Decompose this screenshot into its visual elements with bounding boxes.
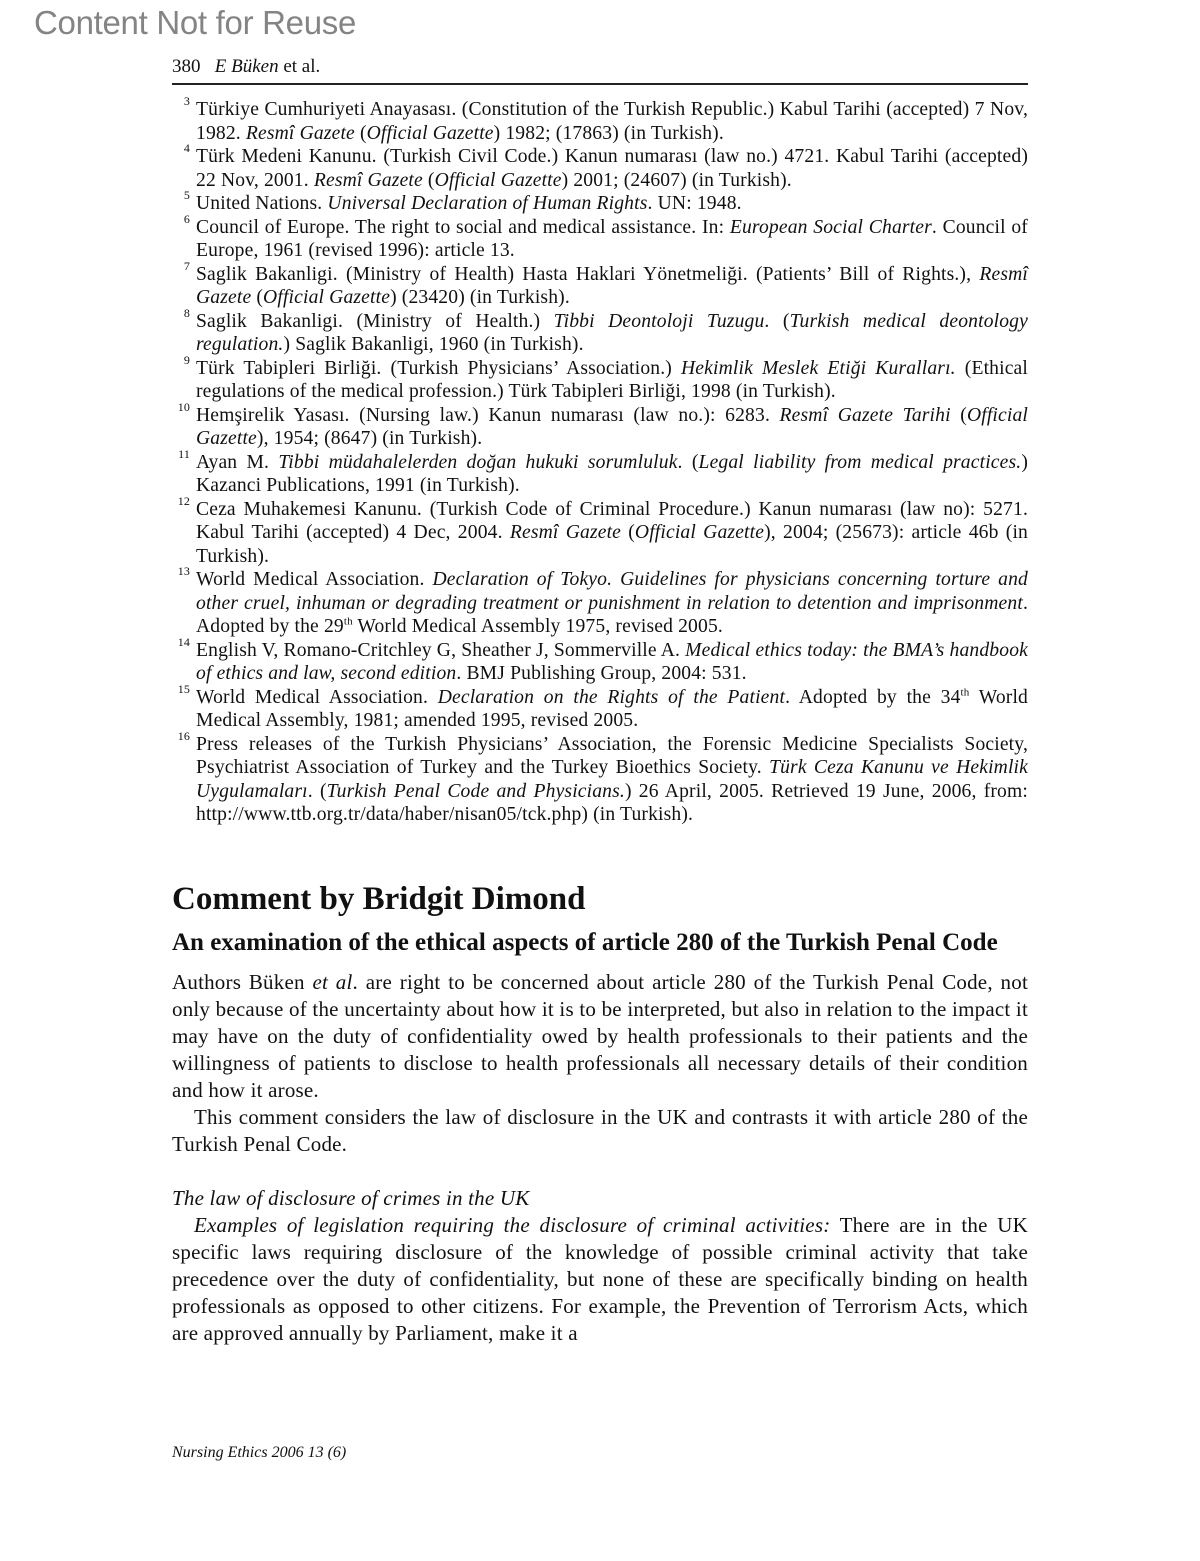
italic-text: Official Gazette: [634, 522, 765, 543]
text: Türk Tabipleri Birliği. (Turkish Physicians’ Association.): [196, 357, 681, 379]
text: English V, Romano-Critchley G, Sheather J, Sommerville A.: [196, 639, 686, 661]
text: ) 26 April, 2005. Retrieved 19 June, 2006, from: http://www.ttb.org.tr/data/haber/nisan05/tck.php) (in Turkish).: [196, 780, 1028, 825]
running-head: [172, 56, 320, 78]
reference-number: 15: [177, 681, 190, 696]
text: Press releases of the Turkish Physicians’ Association, the Forensic Medicine Specialists Society, Psychiatrist Association of Turkey and the Turkey Bioethics Society.: [196, 733, 1028, 778]
text: Türk Medeni Kanunu. (Turkish Civil Code.) Kanun numarası (law no.) 4721. Kabul Tarihi (accepted) 22 Nov, 2001.: [196, 146, 1028, 191]
text: (: [354, 122, 367, 144]
reference-number: 8: [183, 305, 190, 320]
superscript: th: [343, 615, 353, 628]
italic-text: Tibbi Deontoloji Tuzugu: [553, 310, 765, 332]
italic-text: Official Gazette: [434, 169, 562, 191]
reference-item: [172, 211, 1028, 263]
italic-text: et al: [312, 969, 353, 994]
reference-number: 4: [183, 141, 190, 155]
text: World Medical Association.: [196, 686, 438, 708]
text: ) 1982; (17863) (in Turkish).: [493, 122, 724, 144]
text: World Medical Assembly 1975, revised 2005.: [352, 616, 723, 637]
watermark: Content Not for Reuse: [34, 4, 357, 41]
italic-text: Resmî Gazete Tarihi: [779, 404, 951, 426]
text: This comment considers the law of disclosure in the UK and contrasts it with article 280 of the Turkish Penal Code.: [172, 1104, 1028, 1156]
italic-text: Universal Declaration of Human Rights: [327, 193, 648, 214]
reference-number: 11: [178, 446, 190, 461]
italic-text: Turkish medical deontology regulation.: [196, 310, 1028, 355]
reference-item: [172, 681, 1028, 733]
text: (: [621, 522, 635, 543]
comment-body: [172, 969, 1028, 1347]
reference-item: [172, 564, 1028, 639]
text: ) Kazanci Publications, 1991 (in Turkish).: [196, 451, 1028, 496]
italic-text: Declaration of Tokyo. Guidelines for physicians concerning torture and other cruel, inhuman or degrading treatment or punishment in relation to detention and imprisonment: [196, 569, 1028, 614]
italic-text: Tibbi müdahalelerden doğan hukuki sorumluluk: [278, 451, 678, 473]
text: World Medical Association.: [196, 569, 433, 590]
text: . UN: 1948.: [647, 193, 742, 214]
reference-item: [172, 94, 1028, 145]
text: United Nations.: [196, 193, 328, 214]
paragraph: [172, 1104, 1028, 1158]
reference-number: 14: [177, 634, 190, 649]
text: (: [251, 287, 264, 308]
text: Saglik Bakanligi. (Ministry of Health) Hasta Haklari Yönetmeliği. (Patients’ Bill of Rights.),: [196, 263, 980, 285]
italic-text: Official Gazette: [366, 122, 494, 144]
text: Türkiye Cumhuriyeti Anayasası. (Constitution of the Turkish Republic.) Kabul Tarihi (accepted) 7 Nov, 1982.: [196, 99, 1028, 144]
italic-text: Resmî Gazete: [196, 263, 1028, 308]
reference-number: 3: [183, 94, 190, 108]
reference-item: [172, 634, 1028, 686]
italic-text: Examples of legislation requiring the disclosure of criminal activities:: [194, 1212, 831, 1237]
section-heading: The law of disclosure of crimes in the UK: [172, 1185, 530, 1210]
et-al: et al.: [278, 56, 321, 77]
reference-number: 6: [183, 211, 190, 226]
text: . (: [307, 780, 327, 802]
text: ), 2004; (25673): article 46b (in Turkish).: [196, 522, 1028, 567]
text: . Adopted by the 29: [196, 592, 1028, 637]
text: ) Saglik Bakanligi, 1960 (in Turkish).: [283, 334, 584, 355]
text: Hemşirelik Yasası. (Nursing law.) Kanun numarası (law no.): 6283.: [196, 404, 780, 426]
text: ) 2001; (24607) (in Turkish).: [561, 169, 792, 191]
italic-text: Legal liability from medical practices.: [698, 451, 1022, 473]
reference-number: 10: [177, 399, 190, 414]
italic-text: Türk Ceza Kanunu ve Hekimlik Uygulamaları: [196, 757, 1028, 802]
comment-subtitle: An examination of the ethical aspects of article 280 of the Turkish Penal Code: [172, 928, 998, 956]
text: . (: [764, 310, 790, 332]
reference-number: 13: [177, 564, 190, 578]
page-number: 380: [172, 56, 201, 77]
text: There are in the UK specific laws requiring disclosure of the knowledge of possible criminal activity that take precedence over the duty of confidentiality, but none of these are specifically binding on health professionals as opposed to other citizens. For example, the Prevention of Terrorism Acts, which are approved annually by Parliament, make it a: [172, 1212, 1028, 1345]
text: ), 1954; (8647) (in Turkish).: [256, 428, 483, 449]
superscript: th: [960, 685, 970, 698]
text: (Ethical regulations of the medical profession.) Türk Tabipleri Birliği, 1998 (in Turkish).: [196, 357, 1028, 402]
page-content: [172, 94, 1028, 1347]
italic-text: Resmî Gazete: [245, 122, 355, 144]
text: Ayan M.: [196, 451, 279, 473]
italic-text: European Social Charter: [729, 216, 932, 238]
text: World Medical Assembly, 1981; amended 1995, revised 2005.: [196, 686, 1028, 731]
reference-number: 12: [177, 493, 190, 508]
text: (: [422, 169, 435, 191]
text: Authors Büken: [172, 969, 313, 994]
text: (: [950, 404, 967, 426]
text: . are right to be concerned about article 280 of the Turkish Penal Code, not only because of the uncertainty about how it is to be interpreted, but also in relation to the impact it may have on the duty of confidentiality owed by health professionals to their patients and the willingness of patients to disclose to health professionals all necessary details of their condition and how it arose.: [172, 969, 1028, 1102]
italic-text: Resmî Gazete: [509, 522, 622, 543]
reference-item: [172, 141, 1028, 192]
section-paragraph: [172, 1212, 1028, 1347]
italic-text: Declaration on the Rights of the Patient: [437, 686, 786, 708]
reference-item: [172, 188, 1028, 216]
italic-text: Turkish Penal Code and Physicians.: [326, 780, 625, 802]
reference-number: 16: [177, 728, 190, 743]
text: . (: [677, 451, 699, 473]
text: Council of Europe. The right to social and medical assistance. In:: [196, 216, 730, 238]
text: ) (23420) (in Turkish).: [390, 287, 570, 308]
reference-list: [172, 94, 1028, 827]
reference-item: [172, 352, 1028, 404]
reference-number: 9: [183, 352, 190, 367]
italic-text: Official Gazette: [263, 287, 391, 308]
text: . BMJ Publishing Group, 2004: 531.: [456, 663, 747, 684]
footer-journal: Nursing Ethics 2006 13 (6): [172, 1444, 347, 1461]
comment-title: Comment by Bridgit Dimond: [172, 880, 586, 917]
italic-text: Resmî Gazete: [313, 169, 423, 191]
text: Ceza Muhakemesi Kanunu. (Turkish Code of Criminal Procedure.) Kanun numarası (law no): 5271. Kabul Tarihi (accepted) 4 Dec, 2004.: [196, 498, 1028, 543]
header-rule: [172, 83, 1028, 85]
italic-text: Hekimlik Meslek Etiği Kuralları.: [681, 357, 956, 379]
italic-text: Medical ethics today: the BMA’s handbook of ethics and law, second edition: [196, 639, 1028, 684]
text: Saglik Bakanligi. (Ministry of Health.): [196, 310, 554, 332]
reference-item: [172, 399, 1028, 451]
text: . Council of Europe, 1961 (revised 1996): article 13.: [196, 216, 1028, 261]
reference-item: [172, 446, 1028, 498]
reference-item: [172, 305, 1028, 357]
author: E Büken: [214, 56, 279, 77]
italic-text: Official Gazette: [196, 404, 1028, 449]
paragraph: [172, 969, 1028, 1104]
text: . Adopted by the 34: [785, 686, 961, 708]
reference-item: [172, 493, 1028, 569]
reference-item: [172, 728, 1028, 827]
reference-item: [172, 258, 1028, 310]
reference-number: 7: [183, 258, 190, 273]
reference-number: 5: [183, 188, 190, 202]
